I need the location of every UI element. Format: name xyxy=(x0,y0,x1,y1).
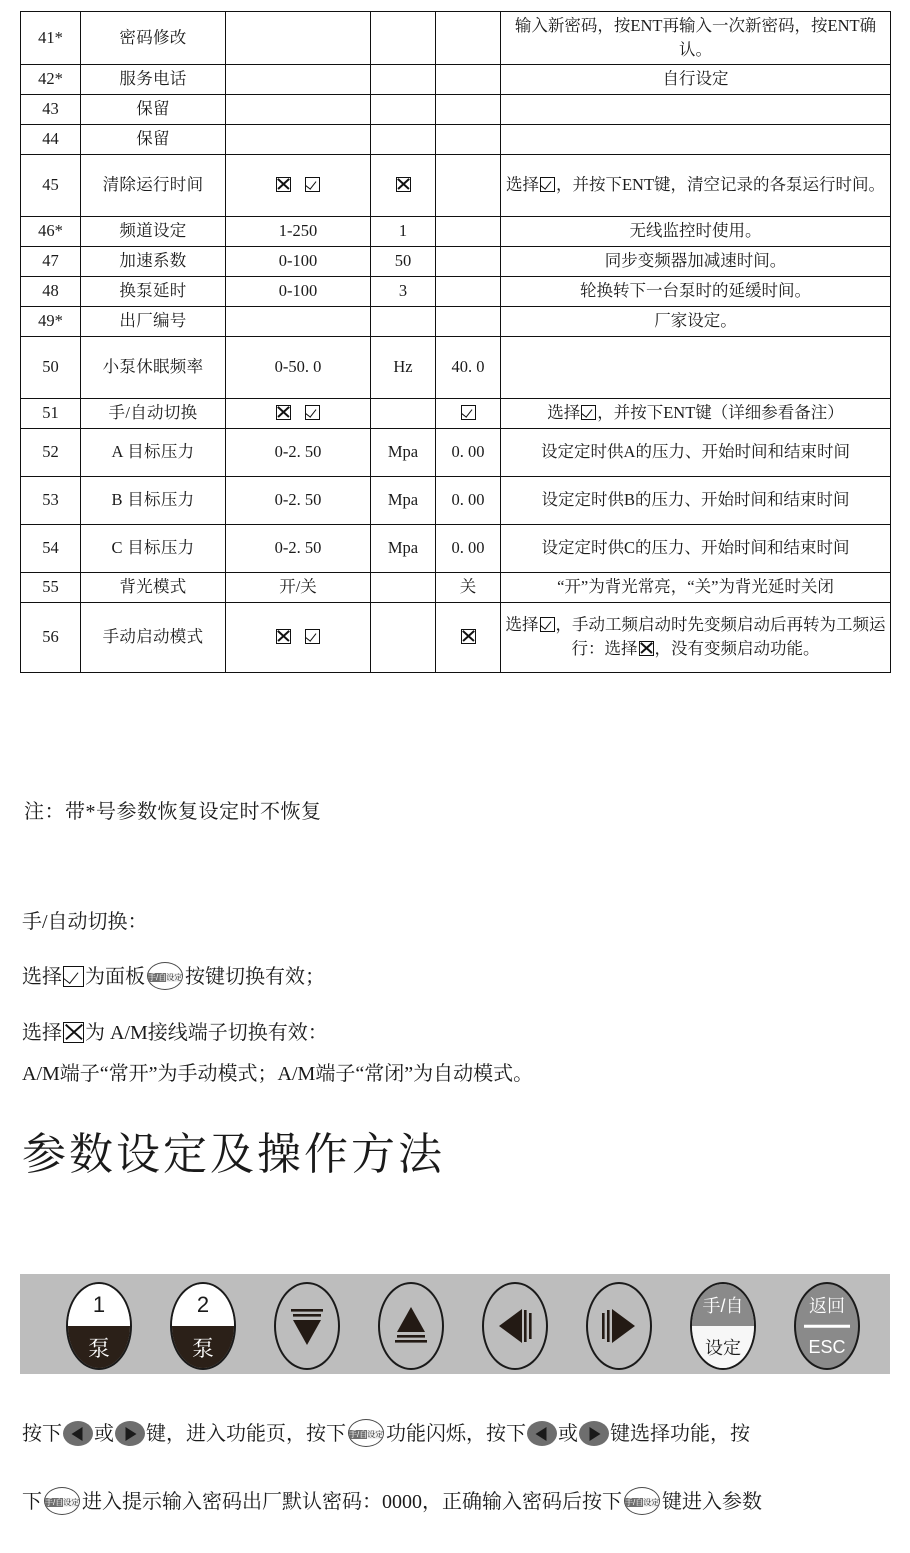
instr-1b: 或 xyxy=(94,1423,114,1445)
left-arrow-key-icon-2 xyxy=(527,1421,557,1446)
key-icon-top-label: 手/自 xyxy=(148,973,167,982)
instr-2b: 进入提示输入密码出厂默认密码：0000，正确输入密码后按下 xyxy=(82,1491,622,1513)
panel-button-down[interactable] xyxy=(274,1282,340,1370)
cell-parameter-name: 换泵延时 xyxy=(81,276,226,306)
table-row xyxy=(21,336,891,398)
section-heading: 参数设定及操作方法 xyxy=(22,1130,445,1179)
cell-number: 45 xyxy=(21,154,81,216)
cell-default: 关 xyxy=(436,572,501,602)
cell-description: 设定定时供A的压力、开始时间和结束时间 xyxy=(501,428,891,476)
cell-number: 55 xyxy=(21,572,81,602)
cell-description xyxy=(501,336,891,398)
explanation-line-3: A/M端子“常开”为手动模式；A/M端子“常闭”为自动模式。 xyxy=(22,1063,534,1085)
checkbox-crossed-icon xyxy=(276,405,291,420)
cell-default: 0. 00 xyxy=(436,476,501,524)
cell-number: 49* xyxy=(21,306,81,336)
cell-range: 0-50. 0 xyxy=(226,336,371,398)
cell-range xyxy=(226,154,371,216)
cell-default xyxy=(436,12,501,65)
cell-description: 同步变频器加减速时间。 xyxy=(501,246,891,276)
cell-default: 0. 00 xyxy=(436,428,501,476)
cell-description xyxy=(501,94,891,124)
operation-instructions-line-2 xyxy=(22,1485,902,1515)
manual-auto-key-icon-4 xyxy=(624,1487,660,1515)
instr-1f: 键选择功能，按 xyxy=(610,1423,750,1445)
panel-button-left[interactable] xyxy=(482,1282,548,1370)
button-top-label: 2 xyxy=(172,1284,234,1326)
button-top-label: 返回 xyxy=(809,1296,845,1316)
parameter-table-wrapper xyxy=(20,11,890,673)
operation-instructions-line-1 xyxy=(22,1417,902,1447)
cell-number: 51 xyxy=(21,398,81,428)
cell-range xyxy=(226,602,371,672)
cell-number: 50 xyxy=(21,336,81,398)
cell-default xyxy=(436,398,501,428)
key-icon-bottom-label-2: 设定 xyxy=(367,1430,384,1439)
key-icon-top-label-2: 手/自 xyxy=(349,1430,368,1439)
cell-range: 1-250 xyxy=(226,216,371,246)
cell-number: 44 xyxy=(21,124,81,154)
cell-parameter-name: B 目标压力 xyxy=(81,476,226,524)
parameter-table xyxy=(20,11,891,673)
checkbox-crossed-icon xyxy=(276,177,291,192)
key-icon-bottom-label: 设定 xyxy=(166,973,183,982)
control-panel xyxy=(20,1274,890,1374)
checkbox-option-pair xyxy=(269,403,327,422)
cell-default xyxy=(436,276,501,306)
key-icon-bottom-label-3: 设定 xyxy=(63,1498,80,1507)
cell-number: 42* xyxy=(21,64,81,94)
cell-number: 54 xyxy=(21,524,81,572)
cell-default: 40. 0 xyxy=(436,336,501,398)
cell-range: 0-2. 50 xyxy=(226,428,371,476)
checkbox-crossed-icon xyxy=(63,1022,84,1043)
panel-button-manual-auto-set[interactable] xyxy=(690,1282,756,1370)
panel-button-escape[interactable] xyxy=(794,1282,860,1370)
cell-range xyxy=(226,64,371,94)
cell-range: 0-100 xyxy=(226,246,371,276)
cell-parameter-name: 保留 xyxy=(81,94,226,124)
cell-default xyxy=(436,602,501,672)
table-row xyxy=(21,124,891,154)
explanation-line-2-post: 为 A/M接线端子切换有效： xyxy=(85,1022,328,1044)
cell-parameter-name: 密码修改 xyxy=(81,12,226,65)
checkbox-checked-icon xyxy=(540,617,555,632)
cell-number: 56 xyxy=(21,602,81,672)
cell-number: 41* xyxy=(21,12,81,65)
cell-unit xyxy=(371,94,436,124)
cell-number: 46* xyxy=(21,216,81,246)
checkbox-crossed-icon xyxy=(461,629,476,644)
cell-parameter-name: 手/自动切换 xyxy=(81,398,226,428)
right-arrow-key-icon xyxy=(115,1421,145,1446)
cell-default: 0. 00 xyxy=(436,524,501,572)
explanation-line-1-post: 按键切换有效； xyxy=(185,966,325,988)
cell-description xyxy=(501,602,891,672)
desc-post: ，并按下ENT键，清空记录的各泵运行时间。 xyxy=(555,175,886,195)
cell-unit xyxy=(371,602,436,672)
cell-description xyxy=(501,124,891,154)
panel-button-pump-1[interactable] xyxy=(66,1282,132,1370)
checkbox-checked-icon xyxy=(540,177,555,192)
manual-auto-explanation xyxy=(22,905,882,1112)
cell-description xyxy=(501,154,891,216)
button-top-label: 手/自 xyxy=(692,1284,754,1326)
right-arrow-key-icon-2 xyxy=(579,1421,609,1446)
checkbox-checked-icon xyxy=(461,405,476,420)
button-bottom-label: 设定 xyxy=(692,1326,754,1368)
cell-default xyxy=(436,94,501,124)
table-row xyxy=(21,602,891,672)
checkbox-option-pair xyxy=(269,627,327,646)
cell-description: 轮换转下一台泵时的延缓时间。 xyxy=(501,276,891,306)
cell-parameter-name: 保留 xyxy=(81,124,226,154)
table-row xyxy=(21,572,891,602)
asterisk-note: 注：带*号参数恢复设定时不恢复 xyxy=(24,801,322,823)
panel-button-pump-2[interactable] xyxy=(170,1282,236,1370)
desc-pre: 选择 xyxy=(505,615,539,635)
left-arrow-key-icon xyxy=(63,1421,93,1446)
cell-range xyxy=(226,12,371,65)
checkbox-crossed-icon xyxy=(639,641,654,656)
explanation-line-2-pre: 选择 xyxy=(22,1022,62,1044)
cell-unit: 50 xyxy=(371,246,436,276)
cell-number: 47 xyxy=(21,246,81,276)
cell-parameter-name: 小泵休眠频率 xyxy=(81,336,226,398)
cell-parameter-name: 频道设定 xyxy=(81,216,226,246)
table-row xyxy=(21,476,891,524)
cell-description: 无线监控时使用。 xyxy=(501,216,891,246)
table-row xyxy=(21,246,891,276)
explanation-line-1-pre: 选择 xyxy=(22,966,62,988)
table-row xyxy=(21,428,891,476)
cell-parameter-name: 加速系数 xyxy=(81,246,226,276)
cell-default xyxy=(436,246,501,276)
instr-1c: 键，进入功能页，按下 xyxy=(146,1423,346,1445)
explanation-line-2 xyxy=(22,1016,882,1045)
cell-unit: 1 xyxy=(371,216,436,246)
table-row xyxy=(21,398,891,428)
cell-range: 0-2. 50 xyxy=(226,476,371,524)
cell-parameter-name: 手动启动模式 xyxy=(81,602,226,672)
cell-default xyxy=(436,124,501,154)
desc-post: ，没有变频启动功能。 xyxy=(654,639,820,659)
table-row xyxy=(21,94,891,124)
cell-description: 设定定时供B的压力、开始时间和结束时间 xyxy=(501,476,891,524)
panel-button-up[interactable] xyxy=(378,1282,444,1370)
cell-unit: Mpa xyxy=(371,524,436,572)
checkbox-crossed-icon xyxy=(276,629,291,644)
cell-unit xyxy=(371,64,436,94)
table-row xyxy=(21,216,891,246)
cell-range xyxy=(226,94,371,124)
checkbox-checked-icon xyxy=(305,405,320,420)
cell-number: 52 xyxy=(21,428,81,476)
checkbox-checked-icon xyxy=(63,966,84,987)
checkbox-crossed-icon xyxy=(396,177,411,192)
desc-post: ，并按下ENT键（详细参看备注） xyxy=(597,403,844,423)
button-divider xyxy=(804,1325,850,1328)
cell-parameter-name: A 目标压力 xyxy=(81,428,226,476)
cell-parameter-name: 出厂编号 xyxy=(81,306,226,336)
cell-description: 自行设定 xyxy=(501,64,891,94)
cell-unit xyxy=(371,124,436,154)
button-bottom-label: 泵 xyxy=(172,1326,234,1368)
instr-1d: 功能闪烁，按下 xyxy=(386,1423,526,1445)
button-bottom-label: ESC xyxy=(808,1336,846,1357)
desc-pre: 选择 xyxy=(505,175,539,195)
explanation-title: 手/自动切换： xyxy=(22,911,148,933)
manual-auto-key-icon-3 xyxy=(44,1487,80,1515)
cell-parameter-name: 背光模式 xyxy=(81,572,226,602)
instr-1e: 或 xyxy=(558,1423,578,1445)
cell-range xyxy=(226,124,371,154)
cell-parameter-name: 服务电话 xyxy=(81,64,226,94)
checkbox-checked-icon xyxy=(305,177,320,192)
panel-button-right[interactable] xyxy=(586,1282,652,1370)
cell-description xyxy=(501,398,891,428)
cell-description: 输入新密码，按ENT再输入一次新密码，按ENT确认。 xyxy=(501,12,891,65)
instr-1a: 按下 xyxy=(22,1423,62,1445)
desc-mid: ，手动工频启动时先变频启动后再转为工频运行：选择 xyxy=(555,615,886,659)
key-icon-top-label-4: 手/自 xyxy=(625,1498,644,1507)
cell-range: 0-2. 50 xyxy=(226,524,371,572)
cell-description: 厂家设定。 xyxy=(501,306,891,336)
desc-pre: 选择 xyxy=(547,403,581,423)
table-row xyxy=(21,64,891,94)
cell-unit xyxy=(371,306,436,336)
cell-unit xyxy=(371,572,436,602)
cell-default xyxy=(436,154,501,216)
cell-parameter-name: 清除运行时间 xyxy=(81,154,226,216)
cell-unit: Mpa xyxy=(371,428,436,476)
control-panel-button-row xyxy=(66,1282,860,1370)
checkbox-option-pair xyxy=(269,175,327,194)
cell-number: 43 xyxy=(21,94,81,124)
instr-2c: 键进入参数 xyxy=(662,1491,762,1513)
explanation-line-1-mid: 为面板 xyxy=(85,966,145,988)
table-row xyxy=(21,306,891,336)
table-row xyxy=(21,524,891,572)
cell-unit: Hz xyxy=(371,336,436,398)
manual-auto-key-icon xyxy=(147,962,183,990)
cell-number: 48 xyxy=(21,276,81,306)
cell-parameter-name: C 目标压力 xyxy=(81,524,226,572)
cell-number: 53 xyxy=(21,476,81,524)
cell-range xyxy=(226,398,371,428)
cell-default xyxy=(436,306,501,336)
cell-range xyxy=(226,306,371,336)
explanation-line-1 xyxy=(22,960,882,990)
cell-unit xyxy=(371,398,436,428)
cell-description: 设定定时供C的压力、开始时间和结束时间 xyxy=(501,524,891,572)
table-row xyxy=(21,154,891,216)
cell-unit: Mpa xyxy=(371,476,436,524)
cell-range: 开/关 xyxy=(226,572,371,602)
checkbox-checked-icon xyxy=(305,629,320,644)
cell-unit xyxy=(371,12,436,65)
manual-auto-key-icon-2 xyxy=(348,1419,384,1447)
table-row xyxy=(21,276,891,306)
cell-unit xyxy=(371,154,436,216)
cell-default xyxy=(436,216,501,246)
cell-description: “开”为背光常亮，“关”为背光延时关闭 xyxy=(501,572,891,602)
button-top-label: 1 xyxy=(68,1284,130,1326)
instr-2a: 下 xyxy=(22,1491,42,1513)
cell-default xyxy=(436,64,501,94)
cell-unit: 3 xyxy=(371,276,436,306)
button-bottom-label: 泵 xyxy=(68,1326,130,1368)
checkbox-checked-icon xyxy=(581,405,596,420)
table-row xyxy=(21,12,891,65)
cell-range: 0-100 xyxy=(226,276,371,306)
key-icon-top-label-3: 手/自 xyxy=(45,1498,64,1507)
parameter-table-body xyxy=(21,12,891,673)
key-icon-bottom-label-4: 设定 xyxy=(643,1498,660,1507)
